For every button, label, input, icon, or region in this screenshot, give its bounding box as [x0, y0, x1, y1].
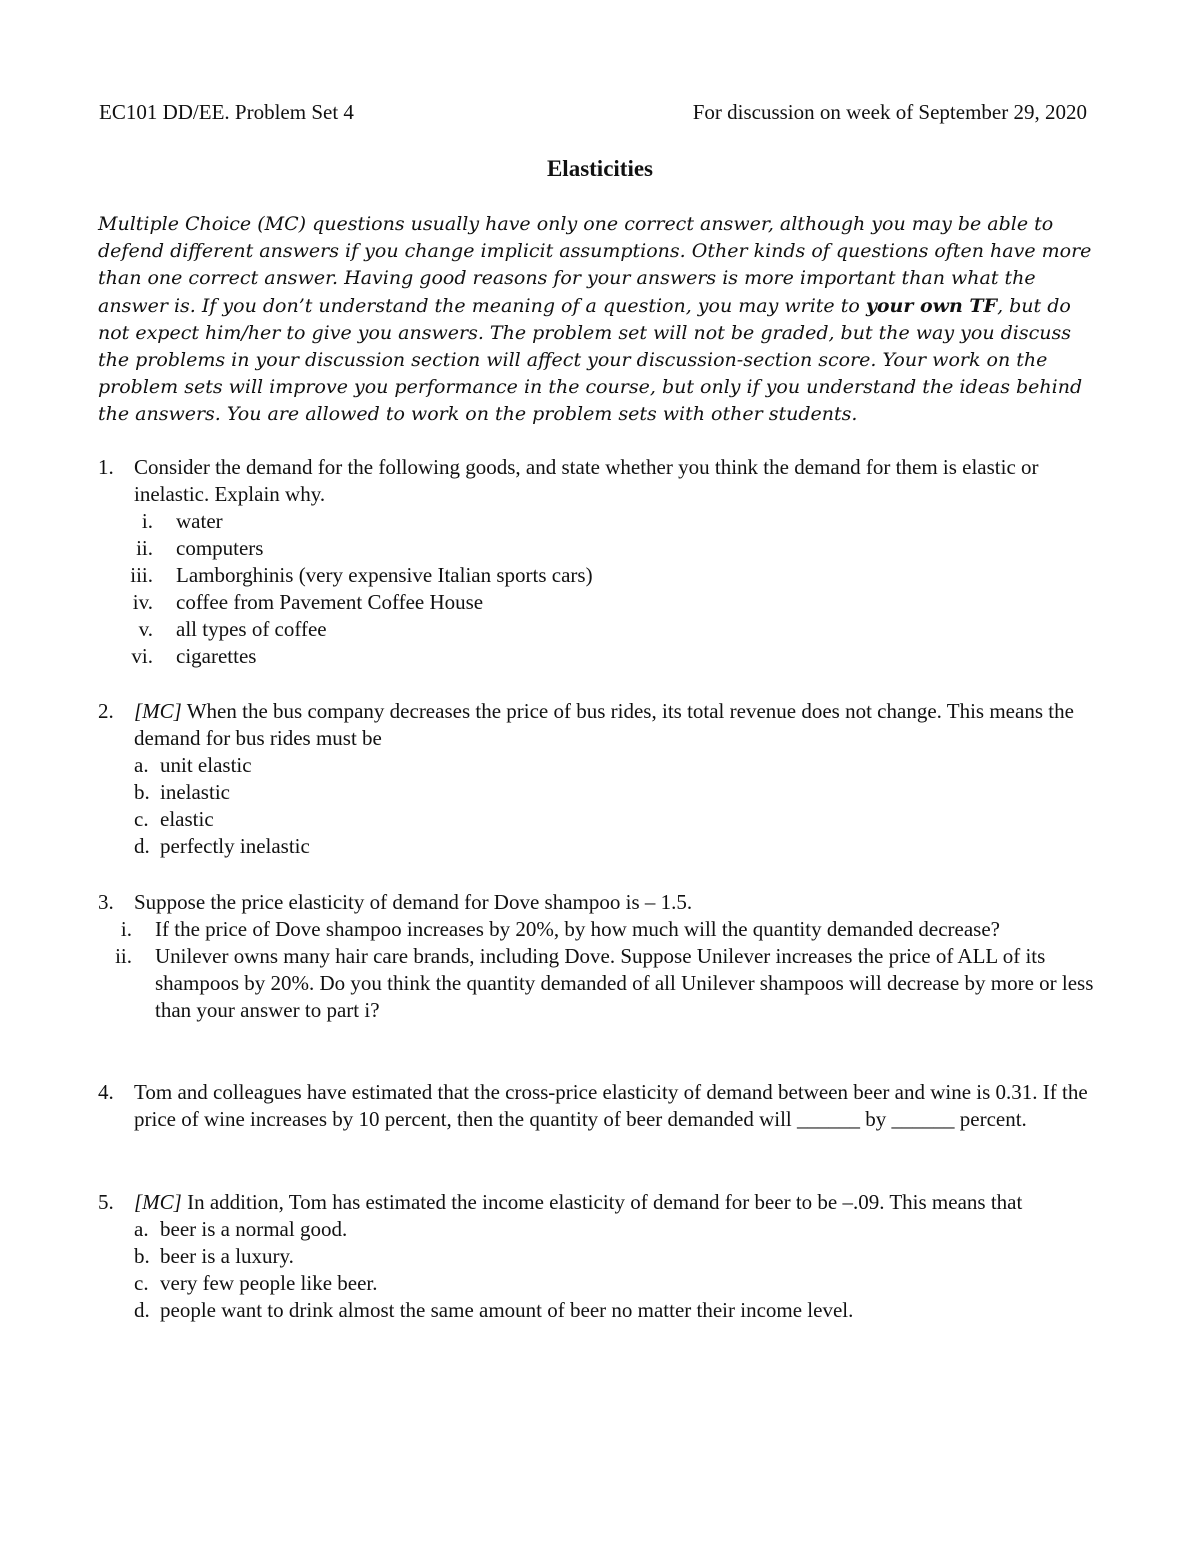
question-body: In addition, Tom has estimated the income elasticity of demand for beer to be –.09. This means that [181, 1190, 1023, 1214]
question-1 [98, 454, 1103, 670]
list-item [119, 643, 1103, 670]
list-item [98, 916, 1103, 943]
question-number: 1. [98, 455, 114, 479]
answer-option [98, 1297, 1103, 1324]
answer-option [98, 806, 1103, 833]
option-text: elastic [160, 807, 214, 831]
list-item [119, 508, 1103, 535]
question-text [134, 698, 1103, 752]
option-label: b. [134, 1244, 150, 1268]
option-label: d. [134, 834, 150, 858]
item-text: cigarettes [176, 644, 257, 668]
instructions-paragraph [98, 211, 1098, 429]
page-title: Elasticities [546, 156, 654, 181]
item-text: coffee from Pavement Coffee House [176, 590, 484, 614]
question-number: 4. [98, 1080, 114, 1104]
mc-tag: [MC] [134, 1190, 182, 1214]
option-text: beer is a luxury. [160, 1244, 294, 1268]
question-5 [98, 1189, 1103, 1324]
question-text: Tom and colleagues have estimated that the cross-price elasticity of demand between beer and wine is 0.31. If the price of wine increases by 10 percent, then the quantity of beer demanded will ______ by ______ percent. [134, 1080, 1088, 1131]
question-number: 2. [98, 699, 114, 723]
instructions-text-2: , but do not expect him/her to give you answers. The problem set will not be graded, but the way you discuss the problems in your discussion section will affect your discussion-section score. Your work on the problem sets will improve you performance in the course, but only if you understand the ideas behind the answers. You are allowed to work on the problem sets with other students. [98, 294, 1083, 426]
question-3 [98, 889, 1103, 1024]
item-label: ii. [136, 536, 153, 560]
list-item [98, 943, 1103, 1024]
list-item [119, 589, 1103, 616]
option-text: unit elastic [160, 753, 252, 777]
question-2 [98, 698, 1103, 860]
item-label: iv. [132, 590, 153, 614]
option-label: c. [134, 1271, 149, 1295]
item-text: water [176, 509, 223, 533]
mc-tag: [MC] [134, 699, 182, 723]
option-text: very few people like beer. [160, 1271, 378, 1295]
item-label: vi. [131, 644, 153, 668]
option-label: c. [134, 807, 149, 831]
list-item [119, 562, 1103, 589]
answer-option [98, 779, 1103, 806]
item-text: computers [176, 536, 264, 560]
option-label: d. [134, 1298, 150, 1322]
instructions-text-1: Multiple Choice (MC) questions usually have only one correct answer, although you may be able to defend different answers if you change implicit assumptions. Other kinds of questions often have more than one correct answer. Having good reasons for your answers is more important than what the answer is. If you don’t understand the meaning of a question, you may write to [98, 213, 1092, 317]
question-text: Suppose the price elasticity of demand for Dove shampoo is – 1.5. [134, 890, 693, 914]
option-text: people want to drink almost the same amount of beer no matter their income level. [160, 1298, 854, 1322]
item-text: Unilever owns many hair care brands, including Dove. Suppose Unilever increases the price of ALL of its shampoos by 20%. Do you think the quantity demanded of all Unilever shampoos will decrease by more or less than your answer to part i? [155, 944, 1094, 1022]
option-text: inelastic [160, 780, 230, 804]
question-body: When the bus company decreases the price of bus rides, its total revenue does not change. This means the demand for bus rides must be [134, 699, 1074, 750]
discussion-date: For discussion on week of September 29, 2020 [692, 100, 1087, 124]
item-label: i. [120, 917, 132, 941]
item-text: If the price of Dove shampoo increases by 20%, by how much will the quantity demanded decrease? [155, 917, 1000, 941]
answer-option [98, 1216, 1103, 1243]
option-label: b. [134, 780, 150, 804]
question-4 [98, 1079, 1103, 1133]
question-text: Consider the demand for the following goods, and state whether you think the demand for them is elastic or inelastic. Explain why. [134, 455, 1039, 506]
option-text: perfectly inelastic [160, 834, 310, 858]
answer-option [98, 752, 1103, 779]
item-text: all types of coffee [176, 617, 327, 641]
option-label: a. [134, 1217, 149, 1241]
question-number: 5. [98, 1190, 114, 1214]
item-label: iii. [130, 563, 153, 587]
answer-option [98, 1243, 1103, 1270]
option-label: a. [134, 753, 149, 777]
answer-option [98, 1270, 1103, 1297]
course-label: EC101 DD/EE. Problem Set 4 [99, 100, 354, 124]
list-item [119, 535, 1103, 562]
answer-option [98, 833, 1103, 860]
item-label: i. [141, 509, 153, 533]
item-text: Lamborghinis (very expensive Italian sports cars) [176, 563, 593, 587]
option-text: beer is a normal good. [160, 1217, 348, 1241]
question-text [134, 1189, 1103, 1216]
instructions-bold: your own TF [865, 294, 998, 317]
page-header [99, 99, 1087, 127]
question-number: 3. [98, 890, 114, 914]
item-label: ii. [115, 944, 132, 968]
list-item [119, 616, 1103, 643]
item-label: v. [138, 617, 153, 641]
